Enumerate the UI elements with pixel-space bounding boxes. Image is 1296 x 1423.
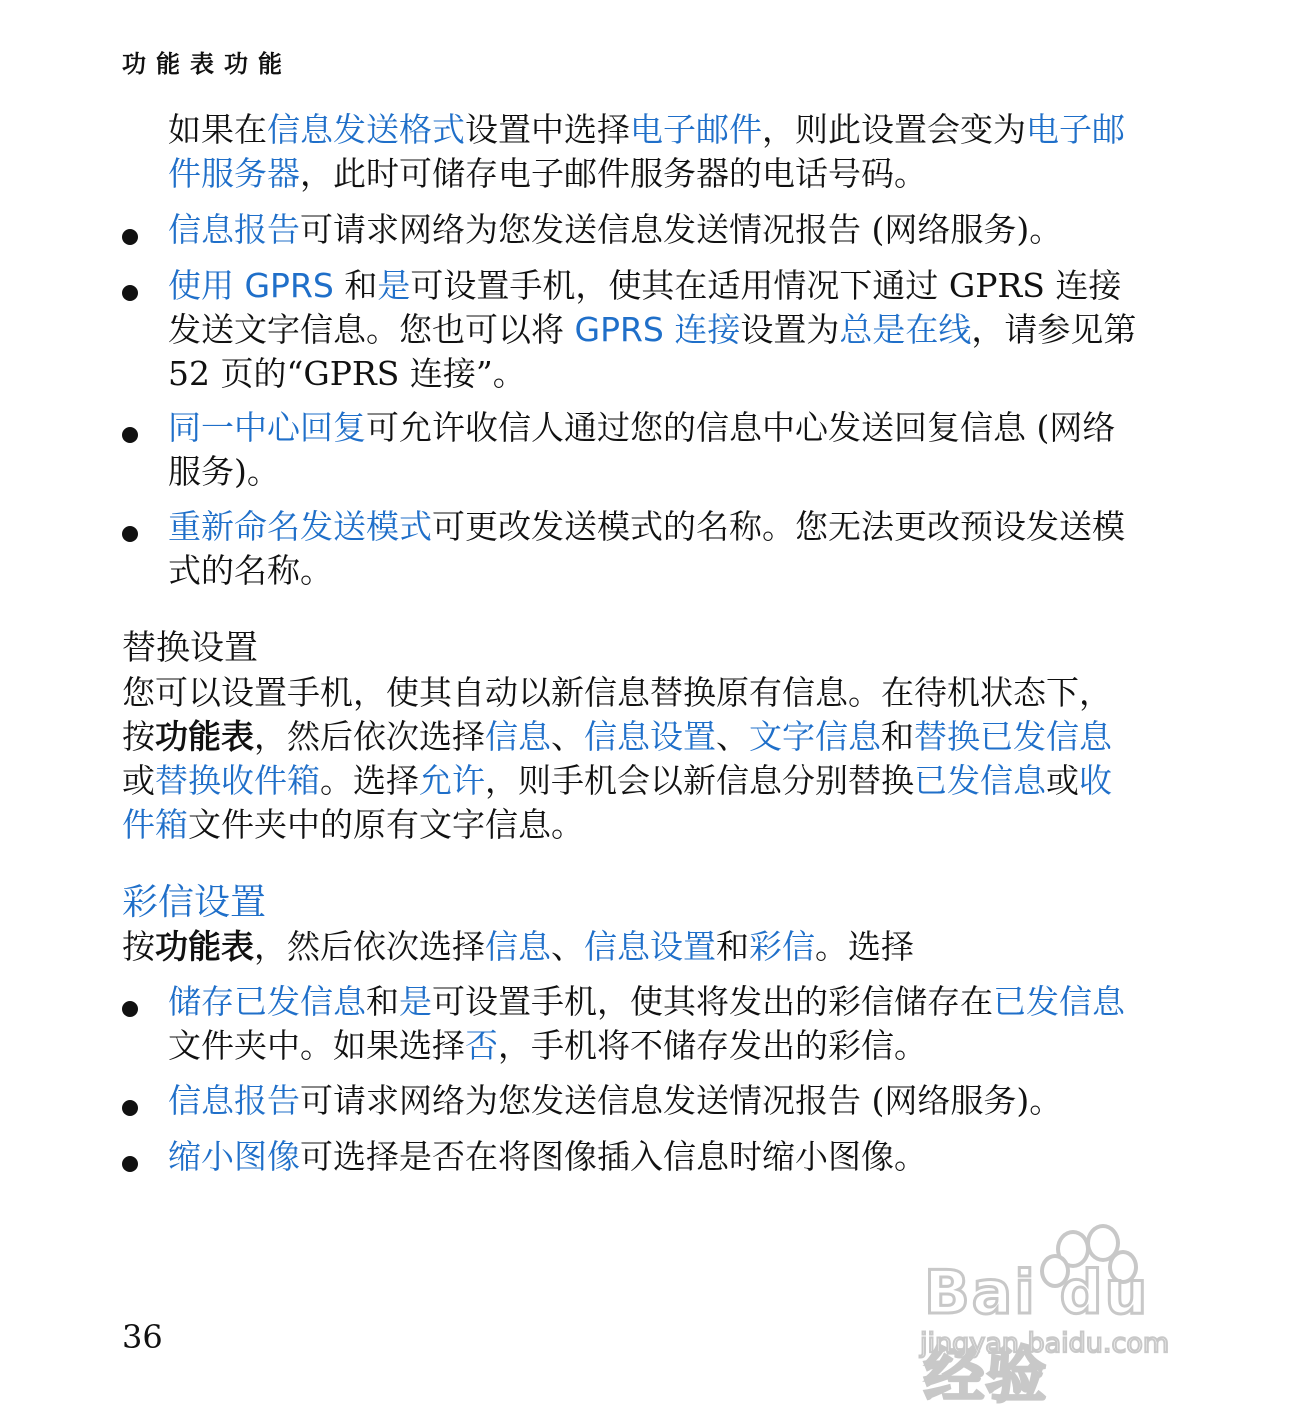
text: 可选择是否在将图像插入信息时缩小图像。 xyxy=(300,1137,927,1176)
menu-term: 电子邮件服务器 xyxy=(168,110,1125,193)
text: 、 xyxy=(551,927,584,966)
menu-term: 缩小图像 xyxy=(168,1137,300,1176)
text: ，则手机会以新信息分别替换 xyxy=(485,761,914,800)
text: 可请求网络为您发送信息发送情况报告 (网络服务)。 xyxy=(300,1081,1063,1120)
list-item-use-gprs xyxy=(168,264,1138,396)
watermark-url: jingyan.baidu.com xyxy=(920,1328,1170,1359)
list-item-mms-delivery-report xyxy=(168,1079,1168,1123)
paragraph-mms-intro xyxy=(122,925,1142,969)
bullet-icon xyxy=(122,427,138,443)
menu-term: 已发信息 xyxy=(914,761,1046,800)
text: ，则此设置会变为 xyxy=(762,110,1026,149)
menu-term: 文字信息 xyxy=(749,717,881,756)
text: 、 xyxy=(551,717,584,756)
text: 和 xyxy=(333,266,378,305)
bullet-icon xyxy=(122,1100,138,1116)
text: 如果在 xyxy=(168,110,267,149)
text: 或 xyxy=(122,761,155,800)
list-item-save-sent xyxy=(168,980,1143,1068)
menu-term: 信息 xyxy=(485,717,551,756)
menu-term: 信息设置 xyxy=(584,717,716,756)
menu-term: 已发信息 xyxy=(993,982,1125,1021)
paragraph-replace-settings xyxy=(122,671,1142,847)
text: ，然后依次选择 xyxy=(254,717,485,756)
menu-term: 替换已发信息 xyxy=(914,717,1112,756)
section-heading-mms: 彩信设置 xyxy=(122,882,267,923)
bullet-icon xyxy=(122,229,138,245)
text: 和 xyxy=(881,717,914,756)
menu-key-term: 功能表 xyxy=(155,717,254,756)
paragraph-email-server xyxy=(168,108,1148,196)
text: ，手机将不储存发出的彩信。 xyxy=(498,1026,927,1065)
text: 按 xyxy=(122,927,155,966)
menu-term: 储存已发信息 xyxy=(168,982,366,1021)
text: 文件夹中的原有文字信息。 xyxy=(188,805,584,844)
menu-key-term: 功能表 xyxy=(155,927,254,966)
list-item-delivery-report xyxy=(168,208,1148,252)
menu-term: 重新命名发送模式 xyxy=(168,507,432,546)
text: ，然后依次选择 xyxy=(254,927,485,966)
menu-term: 否 xyxy=(465,1026,498,1065)
text: 。选择 xyxy=(815,927,914,966)
menu-term: 彩信 xyxy=(749,927,815,966)
bullet-icon xyxy=(122,526,138,542)
menu-term: 使用 GPRS xyxy=(168,266,334,305)
menu-term: 电子邮件 xyxy=(630,110,762,149)
menu-term: 信息报告 xyxy=(168,1081,300,1120)
watermark-logo-text: Bai du 经验 xyxy=(924,1258,1150,1411)
text: 和 xyxy=(366,982,399,1021)
running-header: 功能表功能 xyxy=(122,50,292,78)
menu-term: 信息发送格式 xyxy=(267,110,465,149)
baidu-jingyan-watermark xyxy=(920,1230,1220,1411)
page-number: 36 xyxy=(122,1318,163,1356)
text: 、 xyxy=(716,717,749,756)
menu-term: 允许 xyxy=(419,761,485,800)
list-item-rename-profile xyxy=(168,505,1143,593)
menu-term: 信息 xyxy=(485,927,551,966)
text: 。选择 xyxy=(320,761,419,800)
text: 文件夹中。如果选择 xyxy=(168,1026,465,1065)
text: 可设置手机，使其将发出的彩信储存在 xyxy=(432,982,993,1021)
menu-term: 信息报告 xyxy=(168,210,300,249)
text: 您可以设置手机，使其自动以新信息替换原有信息。在待机状态下，按 xyxy=(122,673,1112,756)
menu-term: 是 xyxy=(399,982,432,1021)
text: 可更改发送模式的名称。您无法更改预设发送模式的名称。 xyxy=(168,507,1125,590)
text: 或 xyxy=(1046,761,1079,800)
text: 设置中选择 xyxy=(465,110,630,149)
bullet-icon xyxy=(122,1001,138,1017)
menu-term: 是 xyxy=(377,266,411,305)
section-heading-replace: 替换设置 xyxy=(122,628,258,668)
bullet-icon xyxy=(122,1156,138,1172)
menu-term: 信息设置 xyxy=(584,927,716,966)
menu-term: 总是在线 xyxy=(839,310,972,349)
menu-term: 替换收件箱 xyxy=(155,761,320,800)
text: 可允许收信人通过您的信息中心发送回复信息 (网络服务)。 xyxy=(168,408,1116,491)
text: ，此时可储存电子邮件服务器的电话号码。 xyxy=(300,154,927,193)
list-item-shrink-image xyxy=(168,1135,1168,1179)
text: ，请参见第 52 页的“GPRS 连接”。 xyxy=(168,310,1137,393)
bullet-icon xyxy=(122,285,138,301)
menu-term: 同一中心回复 xyxy=(168,408,366,447)
menu-term: GPRS 连接 xyxy=(574,310,741,349)
text: 可设置手机，使其在适用情况下通过 GPRS 连接发送文字信息。您也可以将 xyxy=(168,266,1122,349)
text: 设置为 xyxy=(740,310,840,349)
menu-term: 收件箱 xyxy=(122,761,1112,844)
text: 和 xyxy=(716,927,749,966)
text: 可请求网络为您发送信息发送情况报告 (网络服务)。 xyxy=(300,210,1063,249)
list-item-same-center-reply xyxy=(168,406,1118,494)
